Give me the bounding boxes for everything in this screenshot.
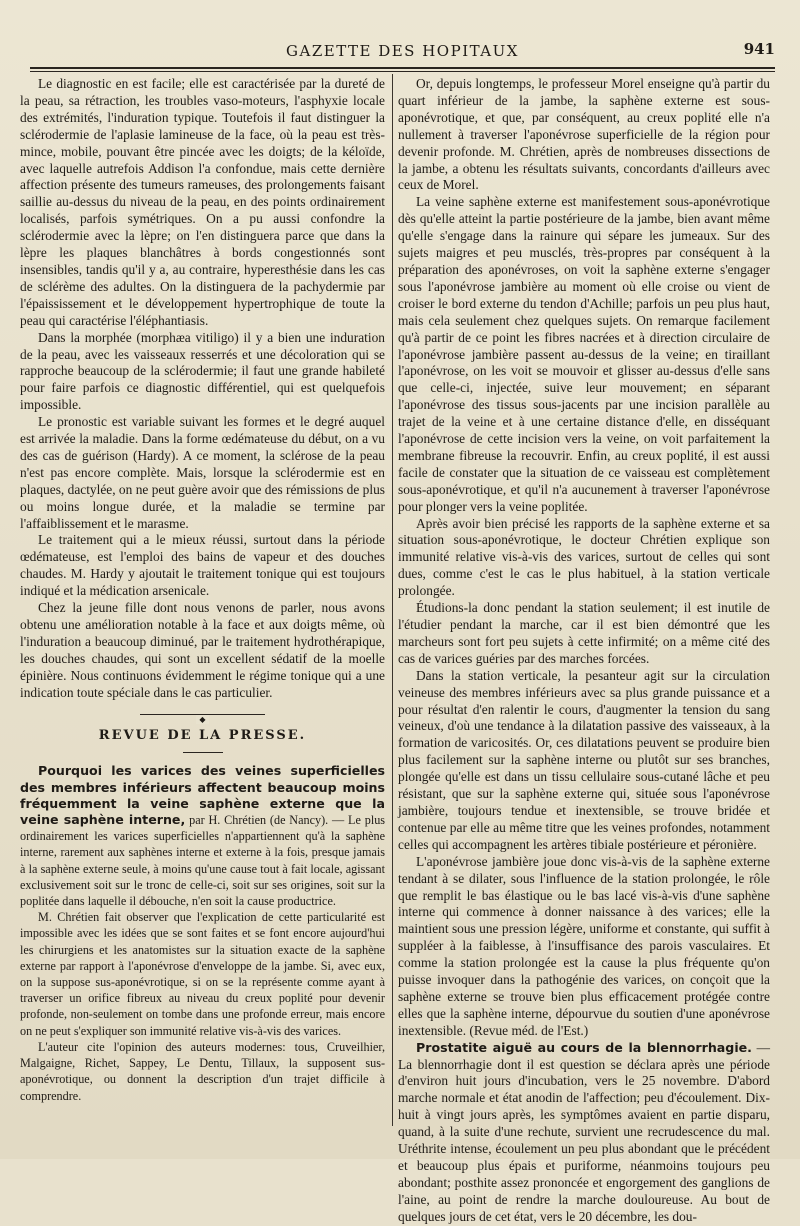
paragraph-saphene: La veine saphène externe est manifestement sous-aponévrotique dès qu'elle atteint la partie postérieure de la jambe, bien avant même qu'elle s'engage dans la rainure qui sépare les jumeaux. Sur des sujets maigres et peu musclés, très-propres par conséquent à la préparation des aponévroses, on voit la saphène externe s'engager sous l'aponévrose jambière au moment où elle croise ou vient de croiser le bord externe du tendon d'Achille; parfois un peu plus haut, mais cela seulement chez quelques sujets. On remarque facilement qu'à partir de ce point les fibres nacrées et à direction circulaire de l'aponévrose jambière passent au-dessus de la veine; en tiraillant l'aponévrose, on les voit se mouvoir et glisser au-dessus d'elle sans que celle-ci, injectée, suive leur mouvement; en séparant l'aponévrose des tissus sous-jacents par une incision parallèle au trajet de la veine et à une certaine distance d'elle, en disséquant l'aponévrose de cette incision vers la veine, on voit parfaitement la membrane fibreuse la recouvrir. Enfin, au creux poplité, il est aussi facile de constater que la situation de ce vaisseau est complètement sous-aponévrotique, et qu'il n'a aucunement à traverser l'aponévrose pour plonger vers la veine poplitée.: [398, 194, 770, 514]
paragraph-morel: Or, depuis longtemps, le professeur Morel enseigne qu'à partir du quart inférieur de la jambe, la saphène externe est sous-aponévrotique, et que, par conséquent, au creux poplité elle n'a nullement à traverser l'aponévrose superficielle de la région pour devenir profonde. M. Chrétien, après de nombreuses dissections de la jambe, a obtenu les résultats suivants, concordants d'ailleurs avec ceux de Morel.: [398, 76, 770, 193]
section-title: REVUE DE LA PRESSE.: [98, 727, 307, 743]
ornament-divider: ◆: [20, 710, 385, 718]
paragraph-station: Étudions-la donc pendant la station seulement; il est inutile de l'étudier pendant la marche, car il est bien démontré que les marcheurs sont fort peu sujets à cette infirmité; on a même cité des cas de varices guéries par des marches forcées.: [398, 600, 770, 666]
prostatite-title: Prostatite aiguë au cours de la blennorrhagie.: [416, 1039, 752, 1055]
page-number: 941: [743, 40, 775, 58]
paragraph-authors: L'auteur cite l'opinion des auteurs modernes: tous, Cruveilhier, Malgaigne, Richet, Sappey, Le Dentu, Tillaux, la supposent sus-aponévrotique, ou donnent la description d'un trajet difficile à comprendre.: [20, 1039, 385, 1103]
right-column: [398, 76, 770, 1226]
left-column: [20, 76, 385, 1104]
header-rule-thin: [30, 71, 775, 72]
paragraph-treatment: Le traitement qui a le mieux réussi, surtout dans la période œdémateuse, est l'emploi des bains de vapeur et des douches chaudes. M. Hardy y ajoutait le traitement tonique qui est toujours indiqué et la médication arsenicale.: [20, 532, 385, 599]
paragraph-diagnostic: Le diagnostic en est facile; elle est caractérisée par la dureté de la peau, sa rétraction, les troubles vaso-moteurs, l'asphyxie locale des extrémités, l'induration typique. Toutefois il faut distinguer la sclérodermie de l'aplasie lamineuse de la face, où la peau est très-mince, mobile, pouvant être pincée avec les doigts; de la kéloïde, avec laquelle autrefois Addison l'a confondue, mais cette dernière affection présente des tumeurs rameuses, des prolongements faisant saillie au-dessus du niveau de la peau, en des points ordinairement localisés, parfois symétriques. On a pu aussi confondre la sclérodermie avec la lèpre; on l'en distinguera parce que dans la lèpre les plaques blanchâtres à bords congestionnés sont insensibles, tandis qu'il y a, au contraire, hyperesthésie dans les cas de sclérème des adultes. On la distinguera de la pachydermie par l'épaississement et le développement hypertrophique de toute la peau qui caractérise l'éléphantiasis.: [20, 76, 385, 328]
column-divider: [392, 74, 393, 1126]
short-rule: [183, 752, 223, 753]
source-citation: (Revue méd. de l'Est.): [469, 1022, 589, 1038]
header-rule-thick: [30, 67, 775, 69]
article-author: par H. Chrétien (de Nancy).: [189, 813, 329, 828]
paragraph-rapports: Après avoir bien précisé les rapports de la saphène externe et sa situation sous-aponévrotique, le docteur Chrétien explique son immunité relative vis-à-vis des varices, surtout de celles qui sont dues, comme c'est le cas le plus habituel, à la station verticale prolongée.: [398, 515, 770, 599]
paragraph-prognosis: Le pronostic est variable suivant les formes et le degré auquel est arrivée la maladie. Dans la forme œdémateuse du début, on a vu des cas de guérison (Hardy). A ce moment, la sclérose de la peau n'est pas encore complète. Mais, lorsque la sclérodermie est en plaques, dactylée, on ne peut guère avoir que des rémissions de plus ou moins longue durée, et la maladie se termine par l'affaiblissement et le marasme.: [20, 414, 385, 531]
running-title: GAZETTE DES HOPITAUX: [286, 42, 519, 60]
paragraph-chretien: M. Chrétien fait observer que l'explication de cette particularité est impossible avec les idées que se sont faites et se font encore aujourd'hui les chirurgiens et les anatomistes sur la situation exacte de la saphène externe par rapport à l'aponévrose d'enveloppe de la jambe. Si, avec eux, on la suppose sus-aponévrotique, si on se la représente comme ayant à traverser un orifice fibreux au niveau du creux poplité pour devenir profonde, non-seulement on tombe dans une profonde erreur, mais encore on ne peut s'expliquer son immunité relative vis-à-vis des varices.: [20, 910, 385, 1038]
paragraph-aponevrose: L'aponévrose jambière joue donc vis-à-vis de la saphène externe tendant à se dilater, sous l'influence de la station prolongée, le rôle que remplit le bas élastique ou le bas lacé vis-à-vis d'une saphène interne qui commence à donner naissance à des varices; elle la maintient sous une pression légère, uniforme et constante, qui suffit à suppléer à la faiblesse, à l'insuffisance des parois vasculaires. Et comme la station prolongée est la cause la plus fréquente qu'on puisse invoquer dans la pathogénie des varices, on conçoit que la saphène externe se trouve bien plus efficacement protégée contre elles que la saphène interne, dépourvue du soutien d'une aponévrose inextensible.: [398, 853, 770, 1038]
article-title: Pourquoi les varices des veines superficielles des membres inférieurs affectent beaucoup moins fréquemment la veine saphène externe que la veine saphène interne,: [20, 763, 385, 828]
paragraph-prostatite: — La blennorrhagie dont il est question se déclara après une période d'environ huit jours d'incubation, vers le 25 novembre. D'abord marche normale et état anodin de l'affection; peu d'écoulement. Dix-huit à vingt jours après, les symptômes avaient en partie disparu, quand, à la suite d'une rechute, survient une recrudescence du mal. Uréthrite intense, écoulement un peu plus abondant que le précédent et beaucoup plus épais et puriforme, néanmoins toujours peu abondant; posthite assez prononcée et engorgement des ganglions de l'aine, au point de rendre la marche douloureuse. Au bout de quelques jours de cet état, vers le 20 décembre, les dou-: [398, 1039, 770, 1224]
paragraph-varices-intro: — Le plus ordinairement les varices superficielles n'appartiennent qu'à la saphène interne, rarement aux saphènes interne et externe à la fois, presque jamais à la saphène externe seule, à moins qu'une cause tout à fait locale, agissant exclusivement soit sur le tronc de celle-ci, soit sur ses origines, soit sur la poplitée dans laquelle il débouche, n'en soit la cause productrice.: [20, 813, 386, 909]
paragraph-morphea: Dans la morphée (morphæa vitiligo) il y a bien une induration de la peau, avec les vaisseaux resserrés et une décoloration qui se rapproche beaucoup de la sclérodermie; il faut une grande habileté pour faire parfois ce diagnostic différentiel, qui est quelquefois impossible.: [20, 329, 385, 413]
page-header: [30, 40, 775, 64]
paragraph-pesanteur: Dans la station verticale, la pesanteur agit sur la circulation veineuse des membres inférieurs avec sa plus grande puissance et a pour résultat d'en ralentir le cours, d'augmenter la tension du sang veineux, d'où une tendance à la dilatation passive des vaisseaux, à la formation de varicosités. Or, ces dilatations peuvent se produire bien plus facilement sur la saphène interne ou plutôt sur ses branches, plongée qu'elle est dans un tissu cellulaire sous-cutané lâche et peu résistant, que sur la saphène externe qui, située sous l'aponévrose jambière, toujours tendue et inextensible, se trouve bridée et contenue par elle au même titre que les veines profondes, notamment celles qui accompagnent les artères tibiale postérieure et péronière.: [398, 667, 770, 852]
paragraph-case: Chez la jeune fille dont nous venons de parler, nous avons obtenu une amélioration notable à la face et aux doigts même, où l'induration a beaucoup diminué, par le traitement hydrothérapique, les douches chaudes, qui sont un excellent sédatif de la moelle épinière. Nous continuons évidemment le régime tonique qui a une indication toute spéciale dans le cas particulier.: [20, 600, 385, 700]
